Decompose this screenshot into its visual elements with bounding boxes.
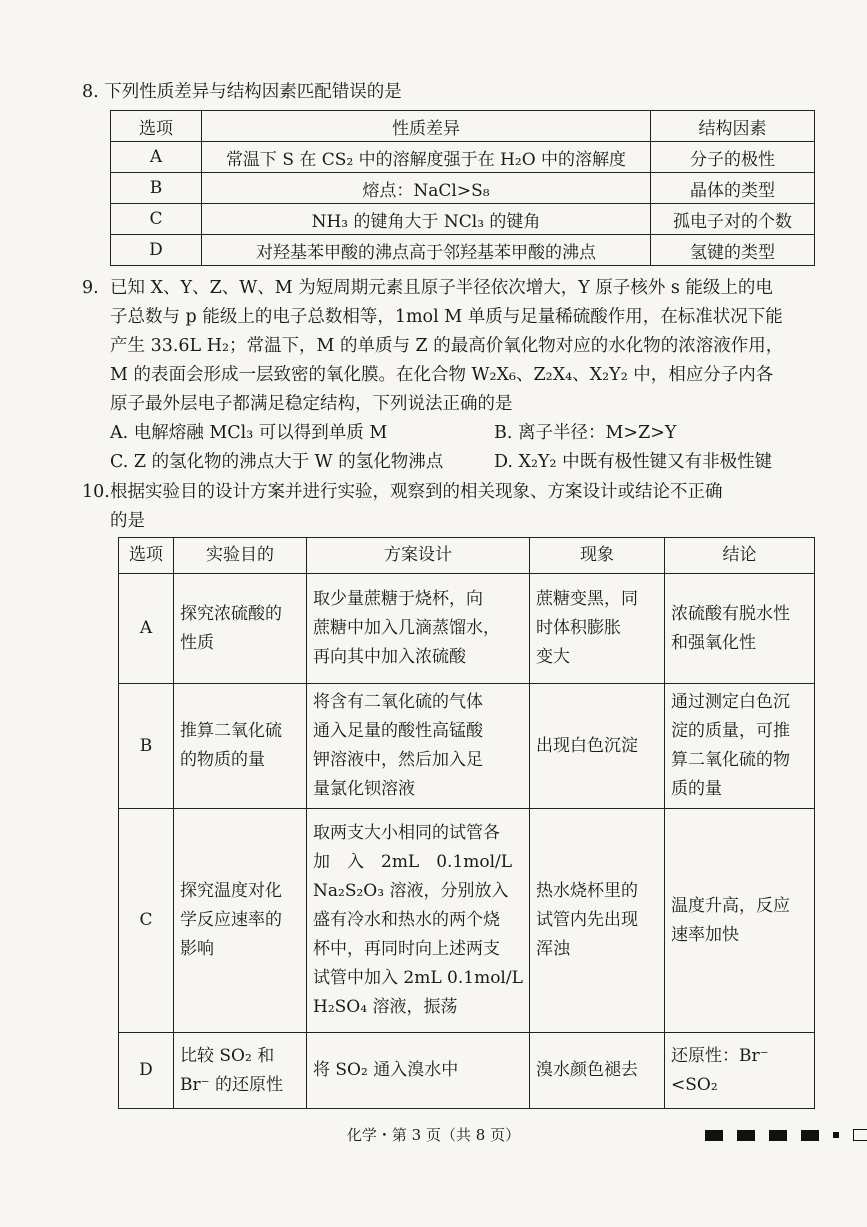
- row-factor: 分子的极性: [651, 142, 815, 173]
- cell-line: 质的量: [671, 779, 722, 799]
- row-purpose: [174, 1033, 307, 1109]
- question-8-stem: [82, 79, 402, 105]
- cell-line: 影响: [180, 939, 214, 959]
- header-option: 选项: [119, 538, 174, 574]
- question-8-table: [110, 110, 815, 266]
- row-option: B: [119, 684, 174, 809]
- row-design: [307, 1033, 530, 1109]
- header-difference: 性质差异: [202, 111, 651, 142]
- option-d: D. X₂Y₂ 中既有极性键又有非极性键: [494, 452, 773, 472]
- header-option: 选项: [111, 111, 202, 142]
- cell-line: 速率加快: [671, 924, 739, 945]
- cell-line: 温度升高，反应: [671, 895, 790, 916]
- cell-line: 学反应速率的: [180, 910, 282, 930]
- row-phenomenon: [530, 574, 665, 684]
- row-difference: NH₃ 的键角大于 NCl₃ 的键角: [202, 204, 651, 235]
- cell-line: 性质: [180, 632, 214, 653]
- cell-line: Na₂S₂O₃ 溶液，分别放入: [313, 881, 509, 901]
- row-factor: 晶体的类型: [651, 173, 815, 204]
- table-header-row: [119, 538, 815, 574]
- cell-line: 蔗糖变黑，同: [536, 589, 638, 609]
- row-option: A: [119, 574, 174, 684]
- table-row: [111, 235, 815, 266]
- stem-line: [82, 274, 817, 303]
- cell-line: Br⁻ 的还原性: [180, 1074, 283, 1095]
- cell-line: 加 入 2mL 0.1mol/L: [313, 852, 513, 872]
- cell-line: 变大: [536, 647, 570, 667]
- cell-line: <SO₂: [671, 1074, 718, 1095]
- cell-line: 比较 SO₂ 和: [180, 1045, 275, 1066]
- header-purpose: 实验目的: [174, 538, 307, 574]
- page-footer: 化学・第 3 页（共 8 页）: [346, 1126, 521, 1144]
- table-row: [111, 142, 815, 173]
- question-9-stem: [82, 274, 817, 419]
- table-row: [119, 809, 815, 1033]
- table-row: [119, 1033, 815, 1109]
- cell-line: 取两支大小相同的试管各: [313, 823, 500, 843]
- cell-line: 探究浓硫酸的: [180, 603, 282, 624]
- row-option: D: [111, 235, 202, 266]
- cell-line: 量氯化钡溶液: [313, 779, 415, 799]
- row-design: [307, 809, 530, 1033]
- cell-line: 还原性：Br⁻: [671, 1045, 769, 1066]
- black-mark-icon: [705, 1130, 723, 1141]
- cell-line: 探究温度对化: [180, 881, 282, 901]
- black-mark-icon: [769, 1130, 787, 1141]
- cell-line: 杯中，再同时向上述两支: [313, 939, 500, 959]
- cell-line: 和强氧化性: [671, 632, 756, 653]
- stem-line: 子总数与 p 能级上的电子总数相等，1mol M 单质与足量稀硫酸作用，在标准状况下能: [110, 307, 783, 327]
- stem-line: 原子最外层电子都满足稳定结构，下列说法正确的是: [110, 394, 513, 414]
- row-phenomenon: [530, 1033, 665, 1109]
- stem-line: 的是: [110, 511, 145, 531]
- small-mark-icon: [833, 1132, 839, 1138]
- table-header-row: [111, 111, 815, 142]
- stem-line: 产生 33.6L H₂；常温下，M 的单质与 Z 的最高价氧化物对应的水化物的浓溶液作用，: [110, 336, 784, 356]
- cell-line: 算二氧化硫的物: [671, 750, 790, 770]
- cell-line: 再向其中加入浓硫酸: [313, 647, 466, 667]
- row-difference: 熔点：NaCl>S₈: [202, 173, 651, 204]
- row-phenomenon: [530, 684, 665, 809]
- header-phenomenon: 现象: [530, 538, 665, 574]
- option-b: B. 离子半径：M>Z>Y: [494, 423, 677, 443]
- table-row: [111, 204, 815, 235]
- cell-line: 取少量蔗糖于烧杯，向: [313, 589, 483, 609]
- cell-line: 溴水颜色褪去: [536, 1060, 638, 1080]
- option-c: C. Z 的氢化物的沸点大于 W 的氢化物沸点: [110, 452, 444, 472]
- stem-text: 根据实验目的设计方案并进行实验，观察到的相关现象、方案设计或结论不正确: [110, 482, 723, 502]
- cell-line: 钾溶液中，然后加入足: [313, 750, 483, 770]
- row-purpose: [174, 574, 307, 684]
- row-option: B: [111, 173, 202, 204]
- row-conclusion: [665, 574, 815, 684]
- question-9-number: 9.: [82, 278, 99, 298]
- registration-marks: [705, 1129, 867, 1141]
- row-option: C: [119, 809, 174, 1033]
- row-conclusion: [665, 809, 815, 1033]
- row-design: [307, 574, 530, 684]
- question-10-table: [118, 537, 815, 1109]
- cell-line: 淀的质量，可推: [671, 721, 790, 741]
- black-mark-icon: [737, 1130, 755, 1141]
- table-row: [119, 684, 815, 809]
- table-row: [111, 173, 815, 204]
- row-conclusion: [665, 1033, 815, 1109]
- header-conclusion: 结论: [665, 538, 815, 574]
- question-10-number: 10.: [82, 482, 110, 502]
- table-row: [119, 574, 815, 684]
- row-conclusion: [665, 684, 815, 809]
- cell-line: 浓硫酸有脱水性: [671, 603, 790, 624]
- header-design: 方案设计: [307, 538, 530, 574]
- cell-line: 将含有二氧化硫的气体: [313, 692, 483, 712]
- stem-text: 已知 X、Y、Z、W、M 为短周期元素且原子半径依次增大，Y 原子核外 s 能级上的电: [110, 278, 773, 298]
- row-purpose: [174, 809, 307, 1033]
- header-factor: 结构因素: [651, 111, 815, 142]
- cell-line: 的物质的量: [180, 750, 265, 770]
- cell-line: 通过测定白色沉: [671, 692, 790, 712]
- row-purpose: [174, 684, 307, 809]
- row-difference: 对羟基苯甲酸的沸点高于邻羟基苯甲酸的沸点: [202, 235, 651, 266]
- black-mark-icon: [801, 1130, 819, 1141]
- row-factor: 氢键的类型: [651, 235, 815, 266]
- stem-line: [82, 478, 817, 507]
- cell-line: 时体积膨胀: [536, 618, 621, 638]
- cell-line: 出现白色沉淀: [536, 735, 638, 756]
- cell-line: 热水烧杯里的: [536, 881, 638, 901]
- row-option: D: [119, 1033, 174, 1109]
- row-factor: 孤电子对的个数: [651, 204, 815, 235]
- question-8-text: 下列性质差异与结构因素匹配错误的是: [104, 82, 402, 102]
- row-phenomenon: [530, 809, 665, 1033]
- row-design: [307, 684, 530, 809]
- cell-line: 通入足量的酸性高锰酸: [313, 721, 483, 741]
- cell-line: 将 SO₂ 通入溴水中: [313, 1060, 459, 1080]
- cell-line: 试管中加入 2mL 0.1mol/L: [313, 968, 523, 988]
- open-box-icon: [853, 1129, 867, 1141]
- cell-line: 浑浊: [536, 939, 570, 959]
- question-10-stem: [82, 478, 817, 536]
- cell-line: H₂SO₄ 溶液，振荡: [313, 997, 458, 1017]
- row-option: C: [111, 204, 202, 235]
- cell-line: 推算二氧化硫: [180, 721, 282, 741]
- cell-line: 试管内先出现: [536, 910, 638, 930]
- question-8-number: 8.: [82, 82, 99, 102]
- row-option: A: [111, 142, 202, 173]
- row-difference: 常温下 S 在 CS₂ 中的溶解度强于在 H₂O 中的溶解度: [202, 142, 651, 173]
- cell-line: 盛有冷水和热水的两个烧: [313, 910, 500, 930]
- option-a: A. 电解熔融 MCl₃ 可以得到单质 M: [110, 423, 388, 443]
- stem-line: M 的表面会形成一层致密的氧化膜。在化合物 W₂X₆、Z₂X₄、X₂Y₂ 中，相应分子内各: [110, 365, 774, 385]
- cell-line: 蔗糖中加入几滴蒸馏水，: [313, 618, 500, 638]
